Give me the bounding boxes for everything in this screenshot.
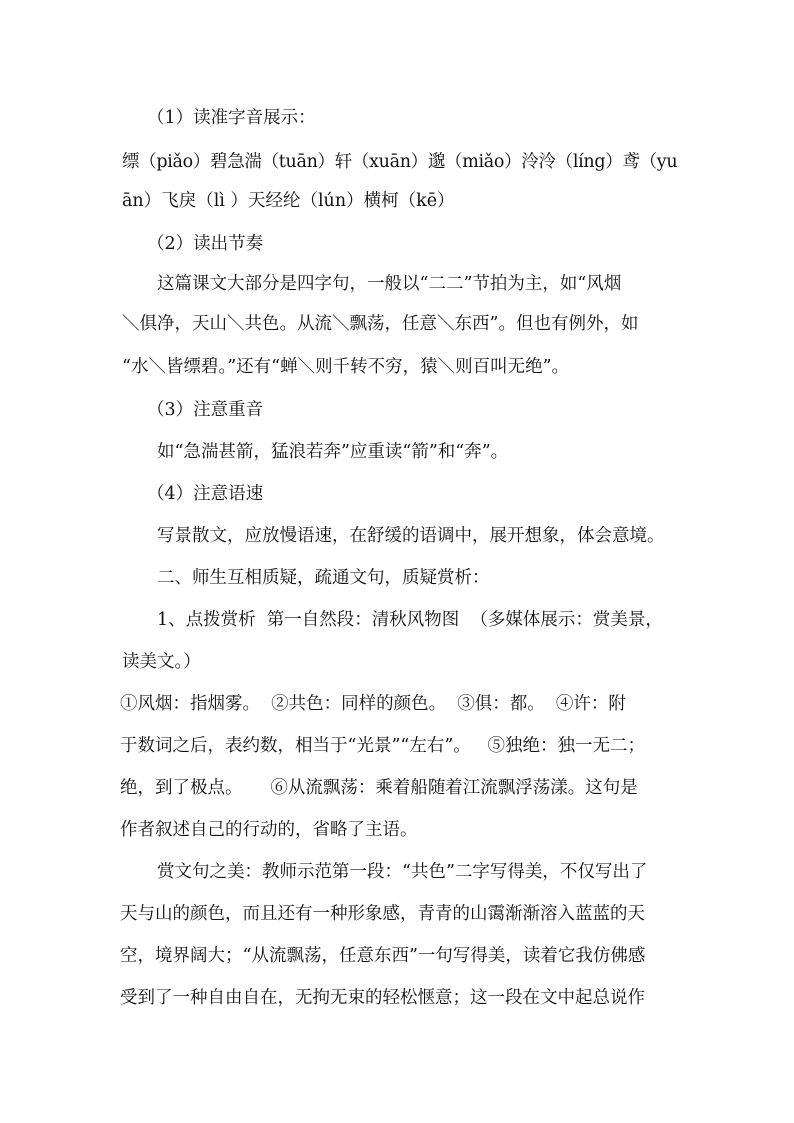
notes-line-1: ①风烟：指烟雾。 ②共色：同样的颜色。 ③俱：都。 ④许：附 (120, 694, 626, 714)
section-two-heading: 二、师生互相质疑，疏通文句，质疑赏析： (157, 568, 490, 588)
analysis-line-1: 赏文句之美：教师示范第一段：“共色”二字写得美，不仅写出了 (157, 862, 648, 882)
heading-speed: （4）注意语速 (147, 484, 264, 504)
appreciation-line-2: 读美文。） (122, 652, 201, 672)
heading-rhythm: （2）读出节奏 (147, 234, 264, 254)
speed-paragraph: 写景散文，应放慢语速，在舒缓的语调中，展开想象，体会意境。 (157, 526, 665, 546)
rhythm-paragraph-line-3: “水＼皆缥碧。”还有“蝉＼则千转不穷，猿＼则百叫无绝”。 (122, 357, 570, 377)
heading-stress: （3）注意重音 (147, 400, 264, 420)
pronunciation-line-1: 缥（piǎo）碧急湍（tuān）轩（xuān）邈（miǎo）泠泠（líng）鸢（yu (122, 152, 678, 172)
notes-line-2: 于数词之后，表约数，相当于“光景”“左右”。 ⑤独绝：独一无二； (120, 736, 645, 756)
stress-paragraph: 如“急湍甚箭，猛浪若奔”应重读“箭”和“奔”。 (157, 442, 509, 462)
notes-line-3: 绝，到了极点。 ⑥从流飘荡：乘着船随着江流飘浮荡漾。这句是 (120, 778, 638, 798)
appreciation-line-1: 1、点拨赏析 第一自然段：清秋风物图 （多媒体展示：赏美景， (157, 610, 663, 630)
analysis-line-2: 天与山的颜色，而且还有一种形象感，青青的山霭渐渐溶入蓝蓝的天 (120, 904, 645, 924)
analysis-line-3: 空，境界阔大；“从流飘荡，任意东西”一句写得美，读着它我仿佛感 (120, 946, 646, 966)
rhythm-paragraph-line-1: 这篇课文大部分是四字句，一般以“二二”节拍为主，如“风烟 (157, 274, 622, 294)
pronunciation-line-2: ān）飞戾（lì ）天经纶（lún）横柯（kē） (122, 191, 455, 211)
analysis-line-4: 受到了一种自由自在，无拘无束的轻松惬意；这一段在文中起总说作 (120, 988, 645, 1008)
notes-line-4: 作者叙述自己的行动的，省略了主语。 (120, 820, 418, 840)
rhythm-paragraph-line-2: ＼俱净，天山＼共色。从流＼飘荡，任意＼东西”。但也有例外，如 (122, 314, 639, 334)
heading-pronunciation: （1）读准字音展示： (147, 108, 316, 128)
